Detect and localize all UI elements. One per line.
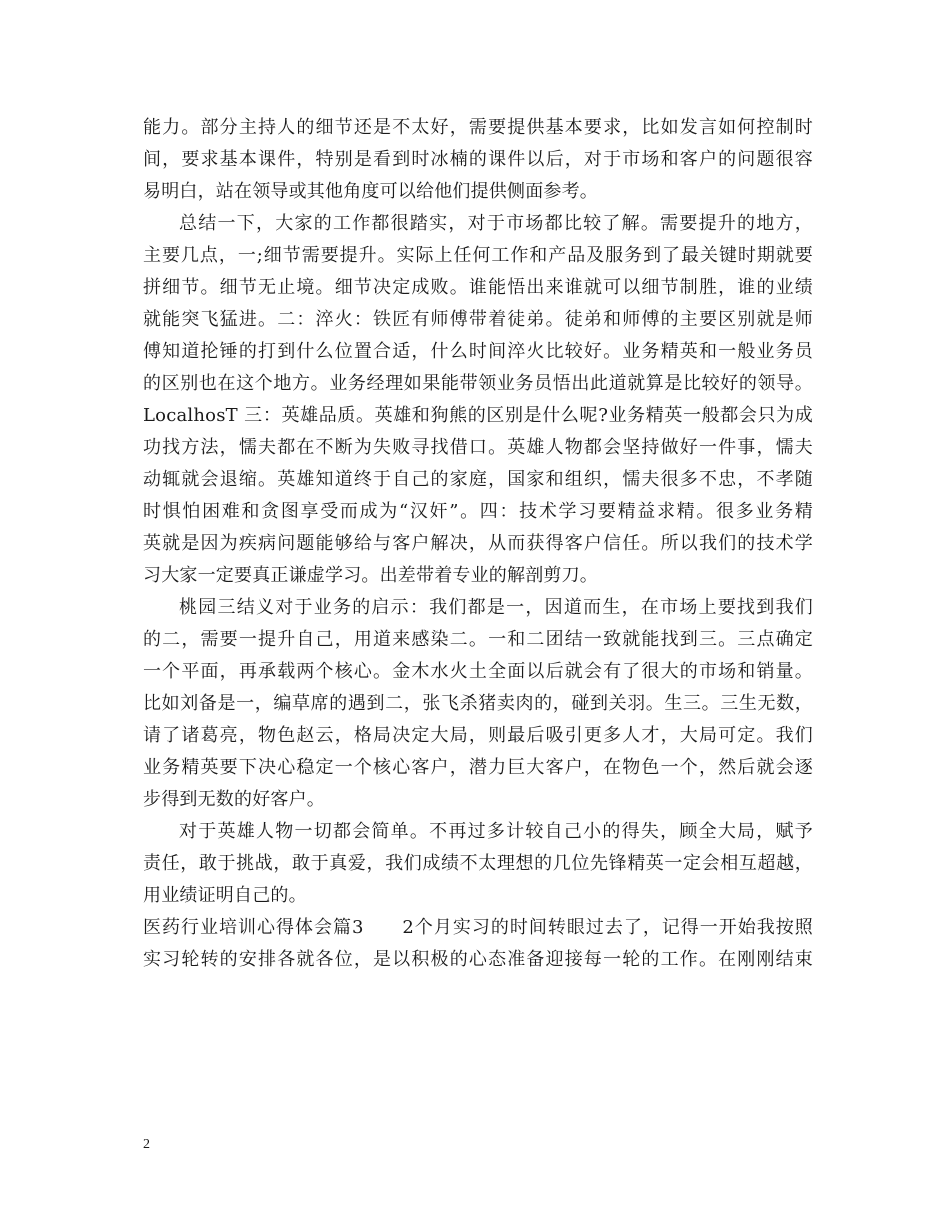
text-line: 用业绩证明自己的。 [143, 885, 307, 906]
text-line: 对于英雄人物一切都会简单。不再过多计较自己小的得失，顾全大局，赋予 [179, 821, 813, 842]
text-line: 功找方法，懦夫都在不断为失败寻找借口。英雄人物都会坚持做好一件事，懦夫 [143, 437, 813, 458]
text-line: 比如刘备是一，编草席的遇到二，张飞杀猪卖肉的，碰到关羽。生三。三生无数， [143, 693, 813, 714]
document-body [143, 112, 813, 976]
paragraph [143, 208, 813, 592]
paragraph [143, 912, 813, 976]
page-number: 2 [143, 1137, 150, 1152]
text-line: 步得到无数的好客户。 [143, 789, 325, 810]
text-line: 总结一下，大家的工作都很踏实，对于市场都比较了解。需要提升的地方， [179, 213, 813, 234]
text-line: LocalhosT 三：英雄品质。英雄和狗熊的区别是什么呢?业务精英一般都会只为成 [143, 405, 813, 426]
paragraph [143, 816, 813, 912]
text-line: 请了诸葛亮，物色赵云，格局决定大局，则最后吸引更多人才，大局可定。我们 [143, 725, 813, 746]
text-line: 一个平面，再承载两个核心。金木水火土全面以后就会有了很大的市场和销量。 [143, 661, 813, 682]
text-line: 时惧怕困难和贪图享受而成为“汉奸”。四：技术学习要精益求精。很多业务精 [143, 501, 813, 522]
text-line: 傅知道抡锤的打到什么位置合适，什么时间淬火比较好。业务精英和一般业务员 [143, 341, 813, 362]
text-line: 拼细节。细节无止境。细节决定成败。谁能悟出来谁就可以细节制胜，谁的业绩 [143, 277, 813, 298]
text-line: 习大家一定要真正谦虚学习。出差带着专业的解剖剪刀。 [143, 565, 598, 586]
text-line: 桃园三结义对于业务的启示：我们都是一，因道而生，在市场上要找到我们 [179, 597, 813, 618]
text-line: 就能突飞猛进。二：淬火：铁匠有师傅带着徒弟。徒弟和师傅的主要区别就是师 [143, 309, 813, 330]
text-line: 责任，敢于挑战，敢于真爱，我们成绩不太理想的几位先锋精英一定会相互超越， [143, 853, 813, 874]
text-line: 动辄就会退缩。英雄知道终于自己的家庭，国家和组织，懦夫很多不忠，不孝随 [143, 469, 813, 490]
text-line: 主要几点，一;细节需要提升。实际上任何工作和产品及服务到了最关键时期就要 [143, 245, 813, 266]
text-line: 易明白，站在领导或其他角度可以给他们提供侧面参考。 [143, 181, 598, 202]
text-line: 实习轮转的安排各就各位，是以积极的心态准备迎接每一轮的工作。在刚刚结束 [143, 949, 813, 970]
text-line: 能力。部分主持人的细节还是不太好，需要提供基本要求，比如发言如何控制时 [143, 117, 813, 138]
text-line: 医药行业培训心得体会篇3 2个月实习的时间转眼过去了，记得一开始我按照 [143, 917, 813, 938]
text-line: 的区别也在这个地方。业务经理如果能带领业务员悟出此道就算是比较好的领导。 [143, 373, 813, 394]
text-line: 的二，需要一提升自己，用道来感染二。一和二团结一致就能找到三。三点确定 [143, 629, 813, 650]
text-line: 业务精英要下决心稳定一个核心客户，潜力巨大客户，在物色一个，然后就会逐 [143, 757, 813, 778]
text-line: 间，要求基本课件，特别是看到时冰楠的课件以后，对于市场和客户的问题很容 [143, 149, 813, 170]
text-line: 英就是因为疾病问题能够给与客户解决，从而获得客户信任。所以我们的技术学 [143, 533, 813, 554]
paragraph [143, 592, 813, 816]
paragraph [143, 112, 813, 208]
